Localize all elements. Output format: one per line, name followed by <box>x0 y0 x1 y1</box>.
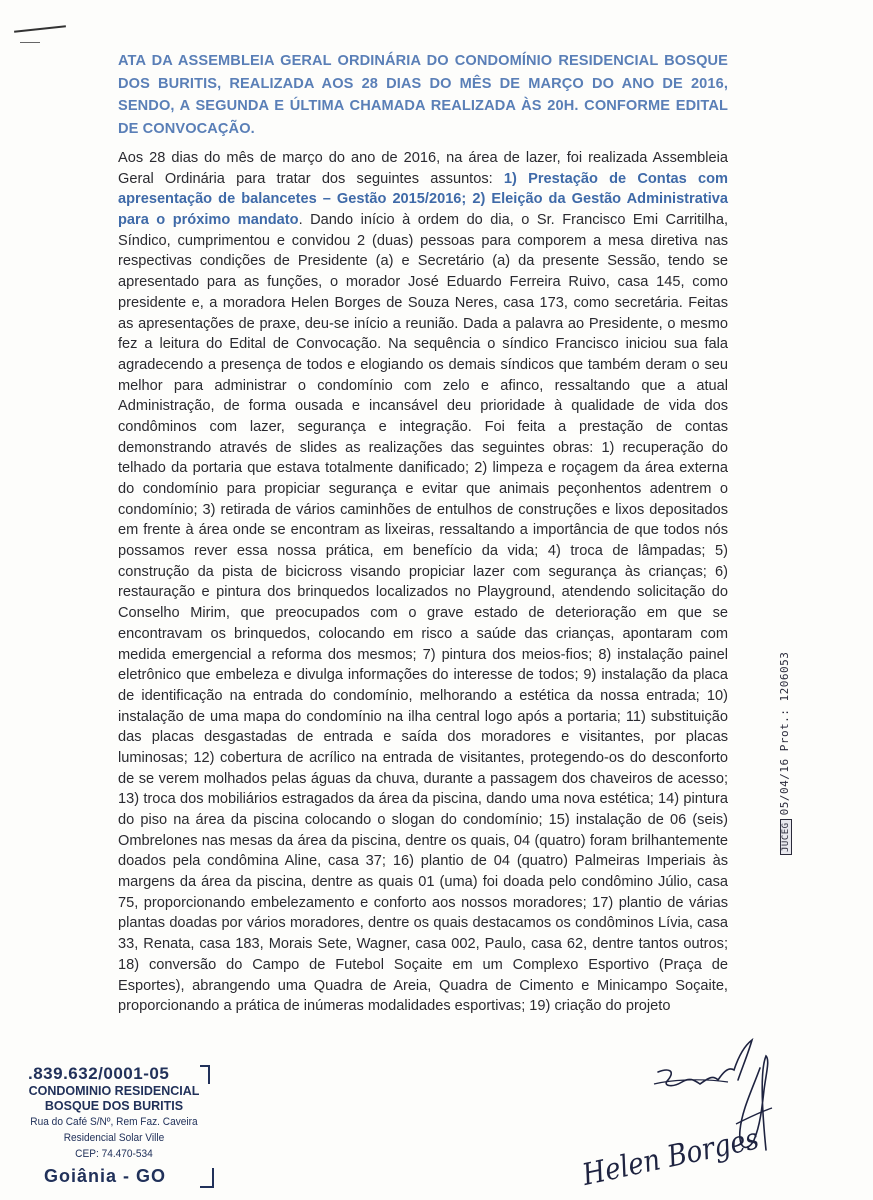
registry-protocol: 05/04/16 Prot.: 1206053 <box>778 651 791 816</box>
secretary-signature-text: Helen Borges <box>579 1120 762 1193</box>
body-agenda: 1) Prestação de Contas com apresentação de balancetes – Gestão 2015/2016; 2) Eleição da Gestão Administrativa para o próximo mandato <box>118 170 729 229</box>
scan-mark-small <box>20 42 40 43</box>
stamp-residential: Residencial Solar Ville <box>63 1132 165 1144</box>
stamp-name-line2: BOSQUE DOS BURITIS <box>44 1099 184 1113</box>
registry-side-stamp <box>778 651 796 855</box>
rubric-crossbar <box>736 1108 772 1124</box>
body-intro: Aos 28 dias do mês de março do ano de 2016, na área de lazer, foi realizada Assembleia Geral Ordinária para tratar dos seguintes assuntos: <box>118 150 728 187</box>
minutes-body <box>118 148 728 1017</box>
stamp-cnpj: .839.632/0001-05 <box>14 1064 214 1084</box>
secretary-signature <box>578 1121 762 1193</box>
stamp-address: Rua do Café S/Nº, Rem Faz. Caveira <box>30 1116 198 1128</box>
document-heading: ATA DA ASSEMBLEIA GERAL ORDINÁRIA DO CONDOMÍNIO RESIDENCIAL BOSQUE DOS BURITIS, REALIZADA AOS 28 DIAS DO MÊS DE MARÇO DO ANO DE 2016, SENDO, A SEGUNDA E ÚLTIMA CHAMADA REALIZADA ÀS 20H. CONFORME EDITAL DE CONVOCAÇÃO. <box>118 53 728 137</box>
scan-mark <box>14 25 66 32</box>
condominium-stamp <box>14 1064 214 1187</box>
stamp-cep: CEP: 74.470-534 <box>75 1148 153 1160</box>
stamp-name-line1: CONDOMINIO RESIDENCIAL <box>28 1084 200 1098</box>
registry-code: JUCEG <box>780 819 792 855</box>
initials-underline <box>654 1080 728 1084</box>
rubric-signature <box>740 1056 768 1150</box>
initials-signature <box>658 1040 752 1086</box>
body-rest: . Dando início à ordem do dia, o Sr. Francisco Emi Carritilha, Síndico, cumprimentou e convidou 2 (duas) pessoas para comporem a mesa diretiva nas respectivas condições de Presidente (a) e Secretário (a) da presente Sessão, tendo se apresentado para as funções, o morador José Eduardo Ferreira Ruivo, casa 145, como presidente e, a moradora Helen Borges de Souza Neres, casa 173, como secretária. Feitas as apresentações de praxe, deu-se início a reunião. Dada a palavra ao Presidente, o mesmo fez a leitura do Edital de Convocação. Na sequência o síndico Francisco iniciou sua fala agradecendo a presença de todos e elogiando os demais síndicos que também deram o seu melhor para administrar o condomínio com zelo e afinco, ressaltando que a atual Administração, de forma ousada e incansável deu prioridade à qualidade de vida dos condôminos com lazer, segurança e integração. Foi feita a prestação de contas demonstrando através de slides as realizações das seguintes obras: 1) recuperação do telhado da portaria que estava totalmente danificado; 2) limpeza e roçagem da área externa do condomínio para propiciar segurança e evitar que animais peçonhentos adentrem o condomínio; 3) retirada de vários caminhões de entulhos de construções e lixos depositados em frente à área onde se encontram as lixeiras, ressaltando a importância de que todos nós possamos rever essa nossa prática, em benefício da vida; 4) troca de lâmpadas; 5) construção da pista de bicicross visando propiciar lazer com segurança às crianças; 6) restauração e pintura dos brinquedos localizados no Playground, atendendo solicitação do Conselho Mirim, que preocupados com o grave estado de deterioração em que se encontravam os brinquedos, colocando em risco a saúde das crianças, apontaram com medida emergencial a reforma dos mesmos; 7) pintura dos meios-fios; 8) instalação painel eletrônico que embeleza e divulga informações do interesse de todos; 9) instalação da placa de identificação na entrada do condomínio, melhorando a estética da nossa entrada; 10) instalação de uma mapa do condomínio na ilha central logo após a portaria; 11) substituição das placas desgastadas de entrada e saída dos moradores e visitantes, por placas luminosas; 12) cobertura de acrílico na entrada de visitantes, protegendo-os do desconforto de se verem molhados pelas águas da chuva, durante a passagem dos chaveiros de acesso; 13) troca dos mobiliários estragados da área da piscina, dando uma nova estética; 14) pintura do piso na área da piscina colocando o slogan do condomínio; 15) instalação de 06 (seis) Ombrelones nas mesas da área da piscina, dentre os quais, 04 (quatro) foram brilhantemente doados pela condômina Aline, casa 37; 16) plantio de 04 (quatro) Palmeiras Imperiais às margens da área da piscina, dentre as quais 01 (uma) foi doada pelo condômino Júlio, casa 75, proporcionando embelezamento e conforto aos nossos moradores; 17) plantio de várias plantas doadas por vários moradores, dentre os quais destacamos os condôminos Lívia, casa 33, Renata, casa 183, Morais Sete, Wagner, casa 002, Paulo, casa 62, dentre tantos outros; 18) conversão do Campo de Futebol Soçaite em um Complexo Esportivo (Praça de Esportes), abrangendo uma Quadra de Areia, Quadra de Cimento e Minicampo Soçaite, proporcionando a prática de inúmeras modalidades esportivas; 19) criação do projeto <box>118 212 728 1015</box>
stamp-city: Goiânia - GO <box>14 1166 214 1187</box>
